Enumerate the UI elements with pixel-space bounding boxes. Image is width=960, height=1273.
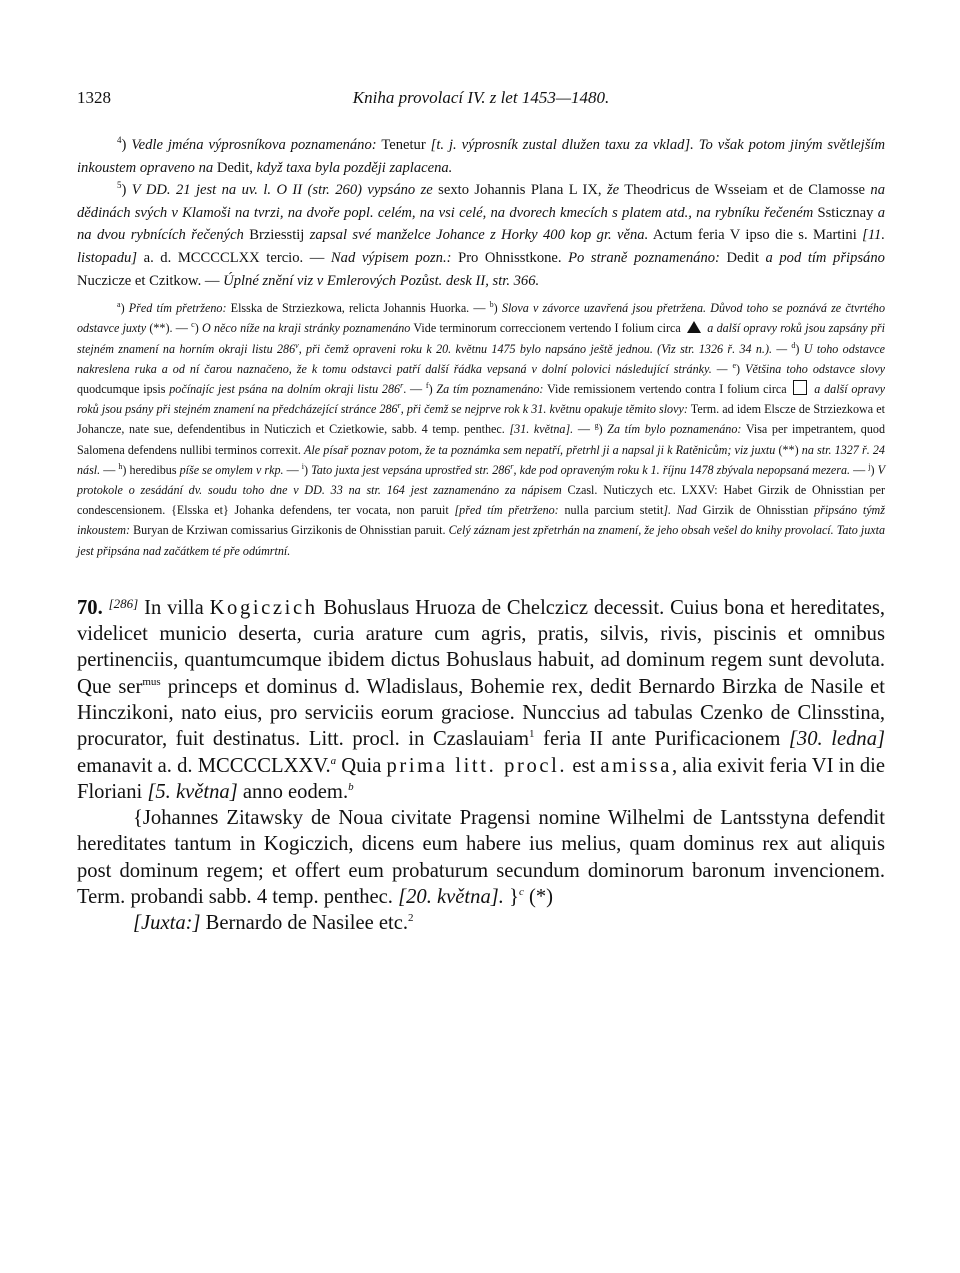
apparatus-ref: c — [518, 886, 524, 899]
critical-apparatus — [77, 298, 885, 561]
entry-paragraph-2: {Johannes Zitawsky de Noua civitate Pragensi nomine Wilhelmi de Lantsstyna defendit hereditates tantum in Kogiczich, dicens eum habere ius melius, quam dominus rex aut aliquis post dominum regem; et offert eum probaturum secundum dominorum baronum invencionem. Term. probandi sabb. 4 temp. penthec. [20. května]. }$^c$ (*) — [77, 807, 885, 909]
entry-70 — [77, 591, 885, 937]
folio-reference: [286] — [108, 595, 139, 611]
entry-paragraph-3: [Juxta:] Bernardo de Nasilee etc.$^2$ — [133, 912, 414, 935]
triangle-mark-icon — [687, 321, 701, 333]
footnote-ref: 1 — [529, 728, 535, 741]
apparatus-notes: $^a$) Před tím přetrženo: Elsska de Strziezkowa, relicta Johannis Huorka. — $^b$) Slova v závorce uzavřená jsou přetržena. Důvod toho se poznává ze čtvrtého odstavce juxty (**). — $^c$) O něco níže na kraji stránky poznamenáno Vide terminorum correccionem vertendo I folium circa a další opravy roků jsou zapsány při stejném znamení na horním okraji listu 286$^v$, při čemž opraveni roku k 20. květnu 1475 bylo napsáno ještě jednou. (Viz str. 1326 ř. 34 n.). — $^d$) U toho odstavce nakreslena ruka a od ní čarou naznačeno, že k tomu odstavci patří další řádka vepsaná v dolní polovici následující stránky. — $^e$) Většina toho odstavce slovy quodcumque ipsis počínajíc jest psána na dolním okraji listu 286$^r$. — $^f$) Za tím poznamenáno: Vide remissionem vertendo contra I folium circa a další opravy roků jsou psány při stejném znamení na předcházející stránce 286$^r$, při čemž se nejprve rok k 31. květnu opakuje těmito slovy: Term. ad idem Elscze de Strziezkowa et Johancze, nate sue, defendentibus in Nuticzich et Czietkowie, sabb. 4 temp. penthec. [31. května]. — $^g$) Za tím bylo poznamenáno: Visa per impetrantem, quod Salomena defendens nullibi terminos correxit. Ale písař poznav potom, že ta poznámka sem nepatří, přetrhl ji a napsal ji k Ratěnicům; viz juxtu (**) na str. 1327 ř. 24 násl. — $^h$) heredibus píše se omylem v rkp. — $^i$) Tato juxta jest vepsána uprostřed str. 286$^r$, kde pod opraveným roku k 1. říjnu 1478 zbývala nepopsaná mezera. — $^j$) V protokole o zesádání dv. soudu toho dne v DD. 33 na str. 164 jest zaznamenáno za nápisem Czasl. Nuticzych etc. LXXV: Habet Girzik de Ohnisstian per condescensionem. {Elsska et} Johanka defendens, ter vocata, non paruit [před tím přetrženo: nulla parcium stetit]. Nad Girzik de Ohnisstian připsáno týmž inkoustem: Buryan de Krziwan comissarius Girzikonis de Ohnisstian paruit. Celý záznam jest zpřetrhán na znamení, že jeho obsah vešel do knihy provolací. Tato juxta jest připsána nad začátkem té pře odúmrtní. — [77, 300, 886, 558]
page-number: 1328 — [77, 88, 111, 107]
entry-paragraph-1: 70. [286] In villa Kogiczich Bohuslaus Hruoza de Chelczicz decessit. Cuius bona et hereditates, videlicet municio deserta, curia arature cum agris, pratis, silvis, rivis, piscinis et omnibus pertinenciis, quantumcumque ibidem dictus Bohuslaus habuit, ad dominum regem sunt devoluta. Que ser$^{mus}$ princeps et dominus d. Wladislaus, Bohemie rex, dedit Bernardo Birzka de Nasile et Hinczikoni, nato eius, pro serviciis eorum graciose. Nunccius ad tabulas Czenko de Clinsstina, procurator, fuit destinatus. Litt. procl. in Czaslauiam$^1$ feria II ante Purificacionem [30. ledna] emanavit a. d. MCCCCLXXV.$^a$ Quia prima litt. procl. est amissa, alia exivit feria VI in die Floriani [5. května] anno eodem.$^b$ — [77, 595, 886, 803]
square-bracket-mark-icon — [793, 380, 807, 395]
footnote-mark: 5 — [117, 180, 122, 191]
entry-number: 70. — [77, 596, 103, 619]
page-header — [77, 88, 885, 112]
footnotes — [77, 134, 885, 292]
footnote-ref: 2 — [408, 912, 414, 925]
footnote-5: $^5$) V DD. 21 jest na uv. l. O II (str. 260) vypsáno ze sexto Johannis Plana L IX, že Theodricus de Wsseiam et de Clamosse na dědinách svých v Klamoši na tvrzi, na dvoře popl. celém, na vsi celé, na dvorech kmecích s platem atd., na rybníku řečeném Ssticznay a na dvou rybnících řečených Brziesstij zapsal své manželce Johance z Horky 400 kop gr. věna. Actum feria V ipso die s. Martini [11. listopadu] a. d. MCCCCLXX tercio. — Nad výpisem pozn.: Pro Ohnisstkone. Po straně poznamenáno: Dedit a pod tím připsáno Nuczicze et Czitkow. — Úplné znění viz v Emlerových Pozůst. desk II, str. 366. — [77, 180, 885, 289]
page — [77, 88, 885, 937]
footnote-mark: 4 — [117, 135, 122, 146]
apparatus-ref: b — [348, 781, 354, 794]
running-title: Kniha provolací IV. z let 1453—1480. — [352, 88, 610, 107]
footnote-4: $^4$) Vedle jména výprosníkova poznamenáno: Tenetur [t. j. výprosník zustal dlužen taxu za vklad]. To však potom jiným světlejším inkoustem opraveno na Dedit, když taxa byla později zaplacena. — [77, 135, 885, 176]
apparatus-ref: a — [330, 754, 337, 767]
